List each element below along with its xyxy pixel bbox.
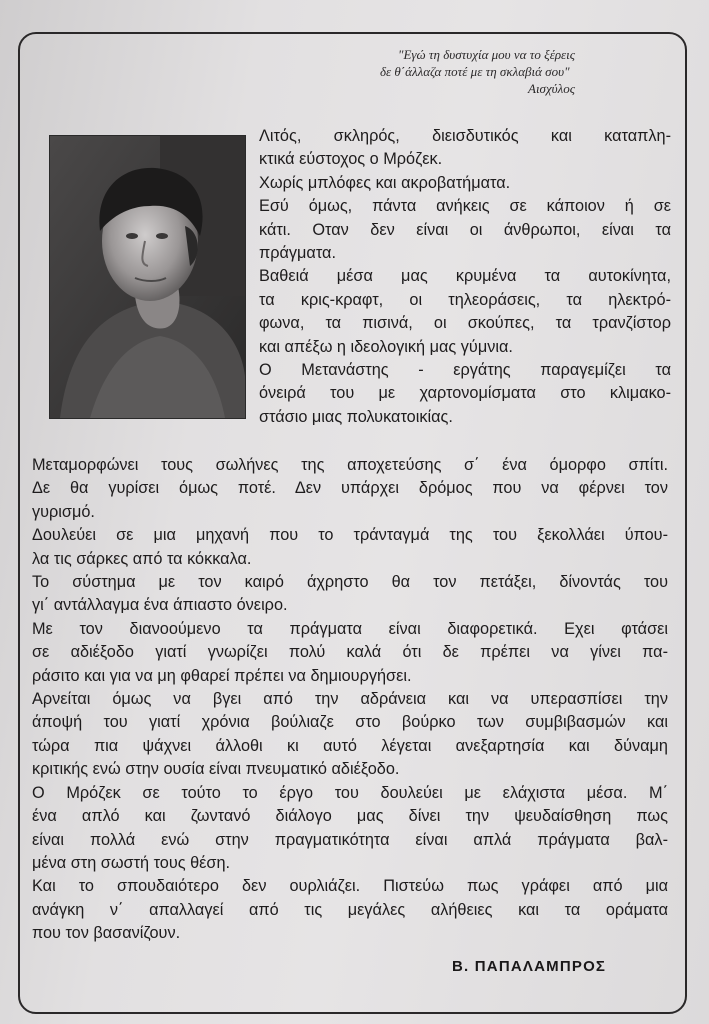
- text-line: ράσιτο και για να μη φθαρεί πρέπει να δημιουργήσει.: [32, 666, 412, 685]
- text-line: τώρα πια ψάχνει άλλοθι κι αυτό λέγεται ανεξαρτησία και δύναμη: [32, 736, 668, 755]
- text-line: ανάγκη ν΄ απαλλαγεί από τις μεγάλες αλήθειες και τα οράματα: [32, 900, 668, 919]
- text-line: Μεταμορφώνει τους σωλήνες της αποχετεύσης σ΄ ένα όμορφο σπίτι.: [32, 456, 668, 474]
- text-line: είναι πολλά ενώ στην πραγματικότητα είναι απλά πράγματα βαλ-: [32, 830, 668, 849]
- text-line: μένα στη σωστή τους θέση.: [32, 853, 231, 872]
- author-signature: Β. ΠΑΠΑΛΑΜΠΡΟΣ: [452, 958, 607, 975]
- text-line: και απέξω η ιδεολογική μας γύμνια.: [259, 337, 513, 356]
- epigraph-line-1: "Εγώ τη δυστυχία μου να το ξέρεις: [398, 47, 576, 62]
- epigraph-author: Αισχύλος: [528, 81, 576, 96]
- text-line: Χωρίς μπλόφες και ακροβατήματα.: [259, 173, 511, 192]
- text-line: φωνα, τα πισινά, οι σκούπες, τα τρανζίστορ: [259, 314, 671, 333]
- text-line: όνειρά του με χαρτονομίσματα στο κλιμακο-: [259, 384, 671, 403]
- text-line: κτικά εύστοχος ο Μρόζεκ.: [259, 150, 443, 169]
- text-line: ένα απλό και ζωντανό διάλογο μας δίνει την ψευδαίσθηση πως: [32, 807, 668, 826]
- portrait-photo-icon: [50, 136, 245, 418]
- text-line: Με τον διανοούμενο τα πράγματα είναι διαφορετικά. Εχει φτάσει: [32, 619, 668, 638]
- text-line: κάτι. Οταν δεν είναι οι άνθρωποι, είναι τα: [259, 220, 671, 239]
- text-line: λα τις σάρκες από τα κόκκαλα.: [32, 549, 252, 568]
- text-line: Λιτός, σκληρός, διεισδυτικός και καταπλη-: [259, 127, 671, 145]
- epigraph-line-2: δε θ΄άλλαζα ποτέ με τη σκλαβιά σου": [380, 64, 570, 79]
- text-line: γυρισμό.: [32, 502, 95, 521]
- text-line: Βαθειά μέσα μας κρυμένα τα αυτοκίνητα,: [259, 267, 671, 286]
- text-line: Εσύ όμως, πάντα ανήκεις σε κάποιον ή σε: [259, 197, 671, 216]
- text-line: Και το σπουδαιότερο δεν ουρλιάζει. Πιστεύω πως γράφει από μια: [32, 877, 668, 896]
- right-column-text: [259, 125, 671, 429]
- text-line: πράγματα.: [259, 244, 336, 263]
- text-line: γι΄ αντάλλαγμα ένα άπιαστο όνειρο.: [32, 596, 288, 615]
- text-line: Δουλεύει σε μια μηχανή που το τράνταγμά της του ξεκολλάει ύπου-: [32, 526, 668, 545]
- full-width-text: [32, 454, 668, 946]
- text-line: άποψή του γιατί χρόνια βούλιαζε στο βούρκο των συμβιβασμών και: [32, 713, 668, 732]
- portrait-photo: [49, 135, 246, 419]
- text-line: στάσιο μιας πολυκατοικίας.: [259, 407, 453, 426]
- text-line: που τον βασανίζουν.: [32, 924, 181, 943]
- text-line: Δε θα γυρίσει όμως ποτέ. Δεν υπάρχει δρόμος που να φέρνει τον: [32, 479, 668, 498]
- text-line: κριτικής ενώ στην ουσία είναι πνευματικό αδιέξοδο.: [32, 760, 400, 779]
- text-line: Αρνείται όμως να βγει από την αδράνεια και να υπερασπίσει την: [32, 690, 668, 709]
- text-line: Ο Μρόζεκ σε τούτο το έργο του δουλεύει με ελάχιστα μέσα. Μ΄: [32, 783, 668, 802]
- text-line: σε αδιέξοδο γιατί γνωρίζει πολύ καλά ότι δε πρέπει να γίνει πα-: [32, 643, 668, 662]
- text-line: Το σύστημα με τον καιρό άχρηστο θα τον πετάξει, δίνοντάς του: [32, 573, 668, 592]
- text-line: τα κρις-κραφτ, οι τηλεοράσεις, τα ηλεκτρό-: [259, 290, 671, 309]
- text-line: Ο Μετανάστης - εργάτης παραγεμίζει τα: [259, 361, 671, 380]
